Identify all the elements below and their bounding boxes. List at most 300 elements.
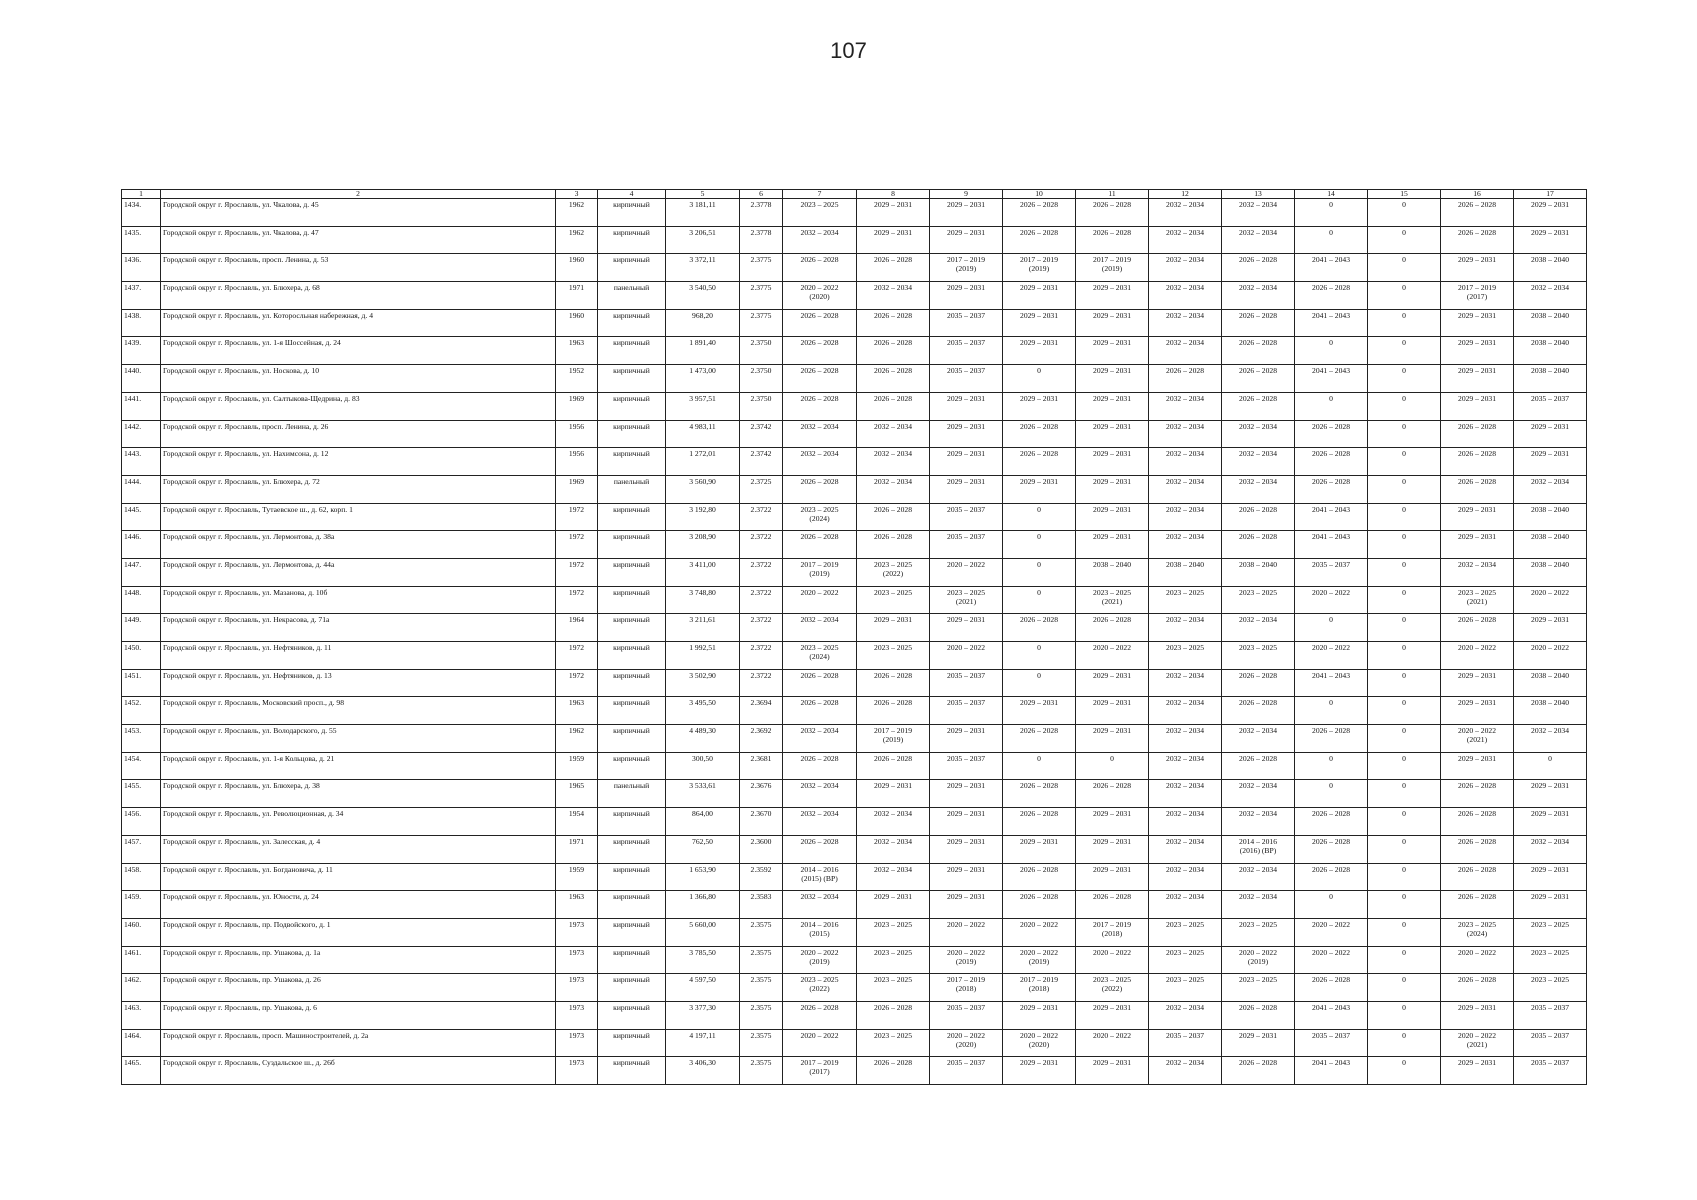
table-cell: 2035 – 2037 xyxy=(1514,392,1587,420)
table-cell: 2026 – 2028 xyxy=(783,254,857,282)
table-cell: 2029 – 2031 xyxy=(1441,1001,1514,1029)
table-cell: 2029 – 2031 xyxy=(1441,1057,1514,1085)
table-cell: 2029 – 2031 xyxy=(1076,1001,1149,1029)
table-cell: 2032 – 2034 xyxy=(857,808,930,836)
table-cell: 2020 – 2022 xyxy=(1295,642,1368,670)
table-cell: 2035 – 2037 xyxy=(1295,558,1368,586)
table-cell: 2014 – 2016 (2015) (ВР) xyxy=(783,863,857,891)
table-cell: кирпичный xyxy=(598,669,666,697)
table-cell: кирпичный xyxy=(598,337,666,365)
table-cell: 2026 – 2028 xyxy=(783,669,857,697)
table-cell: 2026 – 2028 xyxy=(1222,365,1295,393)
table-cell: 2026 – 2028 xyxy=(1295,475,1368,503)
table-cell: 2023 – 2025 (2021) xyxy=(1441,586,1514,614)
table-row xyxy=(122,974,1587,1002)
table-cell: 2038 – 2040 xyxy=(1514,337,1587,365)
table-cell: 2041 – 2043 xyxy=(1295,309,1368,337)
table-cell: 2032 – 2034 xyxy=(857,863,930,891)
table-cell: 2.3722 xyxy=(740,558,783,586)
table-cell: 3 957,51 xyxy=(666,392,740,420)
row-number-cell: 1438. xyxy=(122,309,161,337)
table-cell: 0 xyxy=(1368,558,1441,586)
table-cell: 1963 xyxy=(556,337,598,365)
table-cell: 2032 – 2034 xyxy=(857,835,930,863)
table-cell: 2029 – 2031 xyxy=(1076,337,1149,365)
table-cell: кирпичный xyxy=(598,448,666,476)
column-header: 4 xyxy=(598,190,666,199)
table-cell: кирпичный xyxy=(598,642,666,670)
table-cell: 2.3575 xyxy=(740,1057,783,1085)
address-cell: Городской округ г. Ярославль, ул. Лермонтова, д. 44а xyxy=(161,558,556,586)
table-cell: кирпичный xyxy=(598,420,666,448)
row-number-cell: 1460. xyxy=(122,918,161,946)
table-cell: 0 xyxy=(1295,697,1368,725)
table-cell: 0 xyxy=(1368,642,1441,670)
table-cell: кирпичный xyxy=(598,309,666,337)
table-cell: 3 785,50 xyxy=(666,946,740,974)
table-cell: 1956 xyxy=(556,420,598,448)
table-cell: 2.3775 xyxy=(740,309,783,337)
table-row xyxy=(122,891,1587,919)
table-row xyxy=(122,392,1587,420)
table-cell: 968,20 xyxy=(666,309,740,337)
table-cell: 2026 – 2028 xyxy=(1295,808,1368,836)
table-row xyxy=(122,697,1587,725)
table-cell: 2020 – 2022 xyxy=(1076,946,1149,974)
row-number-cell: 1436. xyxy=(122,254,161,282)
table-cell: 2026 – 2028 xyxy=(1441,420,1514,448)
address-cell: Городской округ г. Ярославль, просп. Ленина, д. 26 xyxy=(161,420,556,448)
table-row xyxy=(122,586,1587,614)
table-cell: 0 xyxy=(1368,254,1441,282)
table-cell: 2020 – 2022 xyxy=(783,586,857,614)
table-cell: 2026 – 2028 xyxy=(1003,891,1076,919)
table-cell: 0 xyxy=(1295,614,1368,642)
table-cell: 3 540,50 xyxy=(666,282,740,310)
table-cell: 0 xyxy=(1295,891,1368,919)
address-cell: Городской округ г. Ярославль, ул. Которосльная набережная, д. 4 xyxy=(161,309,556,337)
table-cell: 2029 – 2031 xyxy=(1514,199,1587,227)
table-cell: 0 xyxy=(1295,392,1368,420)
column-header: 10 xyxy=(1003,190,1076,199)
row-number-cell: 1439. xyxy=(122,337,161,365)
table-cell: 2032 – 2034 xyxy=(857,282,930,310)
table-cell: 2026 – 2028 xyxy=(1222,1057,1295,1085)
table-cell: 2023 – 2025 xyxy=(857,946,930,974)
column-header: 12 xyxy=(1149,190,1222,199)
table-cell: 2020 – 2022 (2021) xyxy=(1441,725,1514,753)
table-cell: 2026 – 2028 xyxy=(1441,199,1514,227)
table-cell: 2.3575 xyxy=(740,946,783,974)
row-number-cell: 1449. xyxy=(122,614,161,642)
table-cell: 2.3750 xyxy=(740,365,783,393)
table-row xyxy=(122,337,1587,365)
table-row xyxy=(122,725,1587,753)
table-cell: 2.3722 xyxy=(740,614,783,642)
column-header: 2 xyxy=(161,190,556,199)
table-cell: 2035 – 2037 xyxy=(1149,1029,1222,1057)
table-cell: 2032 – 2034 xyxy=(1149,752,1222,780)
table-cell: 2029 – 2031 xyxy=(1441,392,1514,420)
table-cell: 2029 – 2031 xyxy=(1076,531,1149,559)
table-cell: 2020 – 2022 xyxy=(1003,918,1076,946)
row-number-cell: 1450. xyxy=(122,642,161,670)
table-cell: 2032 – 2034 xyxy=(1514,835,1587,863)
table-cell: 2026 – 2028 xyxy=(783,1001,857,1029)
table-cell: 1 366,80 xyxy=(666,891,740,919)
table-cell: 2029 – 2031 xyxy=(1514,808,1587,836)
table-cell: 2029 – 2031 xyxy=(1003,282,1076,310)
table-cell: 2029 – 2031 xyxy=(930,392,1003,420)
table-row xyxy=(122,614,1587,642)
table-cell: 2029 – 2031 xyxy=(1076,835,1149,863)
table-cell: 2029 – 2031 xyxy=(1003,309,1076,337)
table-cell: 2029 – 2031 xyxy=(1076,669,1149,697)
row-number-cell: 1445. xyxy=(122,503,161,531)
address-cell: Городской округ г. Ярославль, Тутаевское ш., д. 62, корп. 1 xyxy=(161,503,556,531)
table-cell: 2038 – 2040 xyxy=(1222,558,1295,586)
table-cell: 2026 – 2028 xyxy=(857,752,930,780)
table-cell: 2.3742 xyxy=(740,420,783,448)
table-cell: кирпичный xyxy=(598,392,666,420)
table-row xyxy=(122,558,1587,586)
address-cell: Городской округ г. Ярославль, пр. Подвойского, д. 1 xyxy=(161,918,556,946)
table-cell: 1972 xyxy=(556,669,598,697)
table-cell: кирпичный xyxy=(598,226,666,254)
table-cell: 2035 – 2037 xyxy=(930,1057,1003,1085)
table-cell: 2041 – 2043 xyxy=(1295,365,1368,393)
table-cell: 2023 – 2025 xyxy=(1149,586,1222,614)
table-cell: 2032 – 2034 xyxy=(783,226,857,254)
table-cell: 2041 – 2043 xyxy=(1295,669,1368,697)
table-cell: 2014 – 2016 (2016) (ВР) xyxy=(1222,835,1295,863)
table-cell: 2032 – 2034 xyxy=(1149,282,1222,310)
table-cell: 1964 xyxy=(556,614,598,642)
table-cell: 1954 xyxy=(556,808,598,836)
table-cell: 1 653,90 xyxy=(666,863,740,891)
table-cell: 2029 – 2031 xyxy=(1003,697,1076,725)
table-row xyxy=(122,420,1587,448)
table-cell: 2032 – 2034 xyxy=(1149,199,1222,227)
table-cell: 0 xyxy=(1003,531,1076,559)
table-cell: 2032 – 2034 xyxy=(857,475,930,503)
table-row xyxy=(122,808,1587,836)
repair-schedule-table xyxy=(121,189,1587,1085)
table-cell: 2026 – 2028 xyxy=(783,337,857,365)
table-cell: 2023 – 2025 xyxy=(857,1029,930,1057)
row-number-cell: 1447. xyxy=(122,558,161,586)
table-cell: 2017 – 2019 (2019) xyxy=(930,254,1003,282)
table-row xyxy=(122,1029,1587,1057)
table-cell: 2.3722 xyxy=(740,642,783,670)
table-cell: 2038 – 2040 xyxy=(1514,697,1587,725)
table-cell: 0 xyxy=(1368,974,1441,1002)
address-cell: Городской округ г. Ярославль, ул. Чкалова, д. 45 xyxy=(161,199,556,227)
table-row xyxy=(122,448,1587,476)
column-header: 15 xyxy=(1368,190,1441,199)
address-cell: Городской округ г. Ярославль, ул. Салтыкова-Щедрина, д. 83 xyxy=(161,392,556,420)
table-cell: 2026 – 2028 xyxy=(1003,614,1076,642)
column-header: 14 xyxy=(1295,190,1368,199)
column-number-row xyxy=(122,190,1587,199)
table-cell: 2029 – 2031 xyxy=(857,226,930,254)
table-cell: 2017 – 2019 (2018) xyxy=(930,974,1003,1002)
table-cell: 2026 – 2028 xyxy=(1295,725,1368,753)
row-number-cell: 1451. xyxy=(122,669,161,697)
table-cell: 2.3722 xyxy=(740,586,783,614)
table-cell: 2026 – 2028 xyxy=(1076,614,1149,642)
table-cell: кирпичный xyxy=(598,1001,666,1029)
table-cell: 1972 xyxy=(556,642,598,670)
table-cell: 1973 xyxy=(556,974,598,1002)
table-cell: 2026 – 2028 xyxy=(1222,337,1295,365)
table-cell: 2026 – 2028 xyxy=(857,669,930,697)
table-cell: 0 xyxy=(1368,365,1441,393)
table-cell: кирпичный xyxy=(598,808,666,836)
table-cell: 2017 – 2019 (2017) xyxy=(783,1057,857,1085)
table-row xyxy=(122,642,1587,670)
table-cell: 0 xyxy=(1368,586,1441,614)
table-cell: 1969 xyxy=(556,392,598,420)
table-cell: 2029 – 2031 xyxy=(930,420,1003,448)
table-cell: 864,00 xyxy=(666,808,740,836)
table-cell: 2.3575 xyxy=(740,974,783,1002)
table-row xyxy=(122,1057,1587,1085)
table-cell: 2035 – 2037 xyxy=(930,309,1003,337)
table-cell: 762,50 xyxy=(666,835,740,863)
table-cell: 2026 – 2028 xyxy=(1003,780,1076,808)
table-cell: 2017 – 2019 (2019) xyxy=(783,558,857,586)
table-cell: 1 473,00 xyxy=(666,365,740,393)
table-cell: 2023 – 2025 (2022) xyxy=(783,974,857,1002)
table-cell: 2026 – 2028 xyxy=(1222,503,1295,531)
table-cell: 3 502,90 xyxy=(666,669,740,697)
table-cell: 2032 – 2034 xyxy=(1149,835,1222,863)
table-cell: 2029 – 2031 xyxy=(930,475,1003,503)
table-cell: 2029 – 2031 xyxy=(1441,697,1514,725)
table-cell: 0 xyxy=(1003,642,1076,670)
table-cell: 0 xyxy=(1295,780,1368,808)
table-cell: 2023 – 2025 xyxy=(1222,642,1295,670)
table-cell: кирпичный xyxy=(598,835,666,863)
table-cell: 2035 – 2037 xyxy=(930,752,1003,780)
table-cell: 2038 – 2040 xyxy=(1514,669,1587,697)
table-cell: 2023 – 2025 (2022) xyxy=(1076,974,1149,1002)
table-cell: 2029 – 2031 xyxy=(1514,226,1587,254)
table-cell: 2026 – 2028 xyxy=(1222,254,1295,282)
table-cell: 0 xyxy=(1368,420,1441,448)
table-cell: 2026 – 2028 xyxy=(1003,725,1076,753)
table-cell: кирпичный xyxy=(598,697,666,725)
table-cell: 4 597,50 xyxy=(666,974,740,1002)
table-cell: 2029 – 2031 xyxy=(930,226,1003,254)
table-cell: 2.3722 xyxy=(740,669,783,697)
table-cell: 2029 – 2031 xyxy=(1076,420,1149,448)
table-cell: 2029 – 2031 xyxy=(930,891,1003,919)
table-cell: 0 xyxy=(1368,1001,1441,1029)
table-cell: 2.3742 xyxy=(740,448,783,476)
table-cell: 2032 – 2034 xyxy=(1222,808,1295,836)
table-cell: 2032 – 2034 xyxy=(1149,309,1222,337)
table-cell: 2026 – 2028 xyxy=(1222,531,1295,559)
table-cell: 2023 – 2025 xyxy=(857,918,930,946)
table-cell: кирпичный xyxy=(598,199,666,227)
table-cell: 2032 – 2034 xyxy=(783,808,857,836)
table-cell: 2032 – 2034 xyxy=(1222,199,1295,227)
table-cell: 3 208,90 xyxy=(666,531,740,559)
table-row xyxy=(122,199,1587,227)
table-cell: кирпичный xyxy=(598,1057,666,1085)
table-cell: 2041 – 2043 xyxy=(1295,1057,1368,1085)
table-cell: 2017 – 2019 (2018) xyxy=(1076,918,1149,946)
table-cell: кирпичный xyxy=(598,365,666,393)
table-row xyxy=(122,780,1587,808)
table-cell: 2029 – 2031 xyxy=(1514,420,1587,448)
table-cell: 2026 – 2028 xyxy=(1003,420,1076,448)
table-cell: 2029 – 2031 xyxy=(1441,531,1514,559)
table-cell: 2029 – 2031 xyxy=(1441,365,1514,393)
address-cell: Городской округ г. Ярославль, пр. Ушакова, д. 1а xyxy=(161,946,556,974)
table-cell: 2029 – 2031 xyxy=(930,808,1003,836)
table-cell: 3 211,61 xyxy=(666,614,740,642)
table-cell: 3 181,11 xyxy=(666,199,740,227)
table-cell: 2032 – 2034 xyxy=(783,420,857,448)
column-header: 3 xyxy=(556,190,598,199)
table-cell: 2017 – 2019 (2019) xyxy=(857,725,930,753)
table-cell: 4 197,11 xyxy=(666,1029,740,1057)
table-cell: 2020 – 2022 xyxy=(930,642,1003,670)
table-cell: 2029 – 2031 xyxy=(857,199,930,227)
table-cell: 2.3575 xyxy=(740,1001,783,1029)
table-cell: 0 xyxy=(1368,614,1441,642)
row-number-cell: 1456. xyxy=(122,808,161,836)
table-cell: 2032 – 2034 xyxy=(1514,282,1587,310)
table-cell: 2.3778 xyxy=(740,226,783,254)
table-cell: 2023 – 2025 xyxy=(1222,974,1295,1002)
table-cell: 2029 – 2031 xyxy=(1441,752,1514,780)
table-cell: 2023 – 2025 xyxy=(1514,946,1587,974)
table-cell: 3 372,11 xyxy=(666,254,740,282)
table-cell: 2026 – 2028 xyxy=(783,392,857,420)
table-cell: 2026 – 2028 xyxy=(1441,808,1514,836)
table-cell: 2017 – 2019 (2019) xyxy=(1076,254,1149,282)
table-cell: 0 xyxy=(1003,365,1076,393)
table-cell: 0 xyxy=(1003,586,1076,614)
table-cell: 2029 – 2031 xyxy=(1076,309,1149,337)
table-cell: 0 xyxy=(1514,752,1587,780)
table-cell: 2026 – 2028 xyxy=(1222,309,1295,337)
table-cell: 2032 – 2034 xyxy=(1222,420,1295,448)
table-cell: 2032 – 2034 xyxy=(1149,503,1222,531)
table-cell: 2026 – 2028 xyxy=(1222,752,1295,780)
table-row xyxy=(122,531,1587,559)
table-cell: 2020 – 2022 (2019) xyxy=(1222,946,1295,974)
table-cell: 0 xyxy=(1003,669,1076,697)
table-cell: 2032 – 2034 xyxy=(1149,863,1222,891)
table-cell: 2029 – 2031 xyxy=(1514,448,1587,476)
table-cell: 1971 xyxy=(556,282,598,310)
address-cell: Городской округ г. Ярославль, ул. Чкалова, д. 47 xyxy=(161,226,556,254)
table-cell: 0 xyxy=(1295,199,1368,227)
table-cell: 1960 xyxy=(556,254,598,282)
table-cell: 2032 – 2034 xyxy=(1149,697,1222,725)
address-cell: Городской округ г. Ярославль, ул. Революционная, д. 34 xyxy=(161,808,556,836)
table-cell: 2041 – 2043 xyxy=(1295,254,1368,282)
table-cell: 1962 xyxy=(556,199,598,227)
table-cell: 2026 – 2028 xyxy=(857,337,930,365)
table-cell: кирпичный xyxy=(598,558,666,586)
table-cell: 0 xyxy=(1368,226,1441,254)
table-cell: 2026 – 2028 xyxy=(1076,226,1149,254)
table-cell: 2029 – 2031 xyxy=(930,863,1003,891)
table-cell: кирпичный xyxy=(598,586,666,614)
table-cell: 0 xyxy=(1295,752,1368,780)
table-cell: 2026 – 2028 xyxy=(783,835,857,863)
table-cell: 2026 – 2028 xyxy=(1076,199,1149,227)
address-cell: Городской округ г. Ярославль, пр. Ушакова, д. 26 xyxy=(161,974,556,1002)
table-container xyxy=(121,189,1570,1085)
table-cell: кирпичный xyxy=(598,1029,666,1057)
table-cell: 2029 – 2031 xyxy=(1003,1001,1076,1029)
column-header: 1 xyxy=(122,190,161,199)
table-row xyxy=(122,752,1587,780)
table-cell: 0 xyxy=(1368,669,1441,697)
table-cell: 1952 xyxy=(556,365,598,393)
table-cell: 2029 – 2031 xyxy=(1076,392,1149,420)
table-cell: 2023 – 2025 (2022) xyxy=(857,558,930,586)
table-cell: 3 560,90 xyxy=(666,475,740,503)
table-cell: 1972 xyxy=(556,531,598,559)
column-header: 5 xyxy=(666,190,740,199)
table-cell: 300,50 xyxy=(666,752,740,780)
table-cell: 2029 – 2031 xyxy=(1076,725,1149,753)
address-cell: Городской округ г. Ярославль, ул. Богдановича, д. 11 xyxy=(161,863,556,891)
table-cell: 2.3575 xyxy=(740,918,783,946)
row-number-cell: 1455. xyxy=(122,780,161,808)
table-cell: 2032 – 2034 xyxy=(1149,1001,1222,1029)
table-cell: 2035 – 2037 xyxy=(930,697,1003,725)
table-cell: 2026 – 2028 xyxy=(783,475,857,503)
column-header: 9 xyxy=(930,190,1003,199)
table-cell: 2026 – 2028 xyxy=(1076,780,1149,808)
table-cell: 0 xyxy=(1368,697,1441,725)
table-cell: 0 xyxy=(1368,808,1441,836)
table-cell: 2.3725 xyxy=(740,475,783,503)
table-cell: 2032 – 2034 xyxy=(1149,392,1222,420)
table-cell: 2020 – 2022 xyxy=(1514,642,1587,670)
table-cell: 2032 – 2034 xyxy=(1222,891,1295,919)
table-cell: 2026 – 2028 xyxy=(1003,448,1076,476)
row-number-cell: 1454. xyxy=(122,752,161,780)
column-header: 6 xyxy=(740,190,783,199)
column-header: 8 xyxy=(857,190,930,199)
table-cell: 0 xyxy=(1368,863,1441,891)
column-header: 16 xyxy=(1441,190,1514,199)
table-row xyxy=(122,918,1587,946)
table-cell: 2029 – 2031 xyxy=(1441,669,1514,697)
table-cell: 2029 – 2031 xyxy=(857,891,930,919)
table-cell: 2026 – 2028 xyxy=(1003,199,1076,227)
table-cell: 1973 xyxy=(556,1057,598,1085)
address-cell: Городской округ г. Ярославль, ул. Некрасова, д. 71а xyxy=(161,614,556,642)
table-cell: 2026 – 2028 xyxy=(1003,226,1076,254)
table-cell: 4 489,30 xyxy=(666,725,740,753)
table-cell: 0 xyxy=(1368,337,1441,365)
table-cell: 2026 – 2028 xyxy=(1441,891,1514,919)
table-cell: 1963 xyxy=(556,697,598,725)
table-cell: 1 272,01 xyxy=(666,448,740,476)
table-cell: 2032 – 2034 xyxy=(783,725,857,753)
